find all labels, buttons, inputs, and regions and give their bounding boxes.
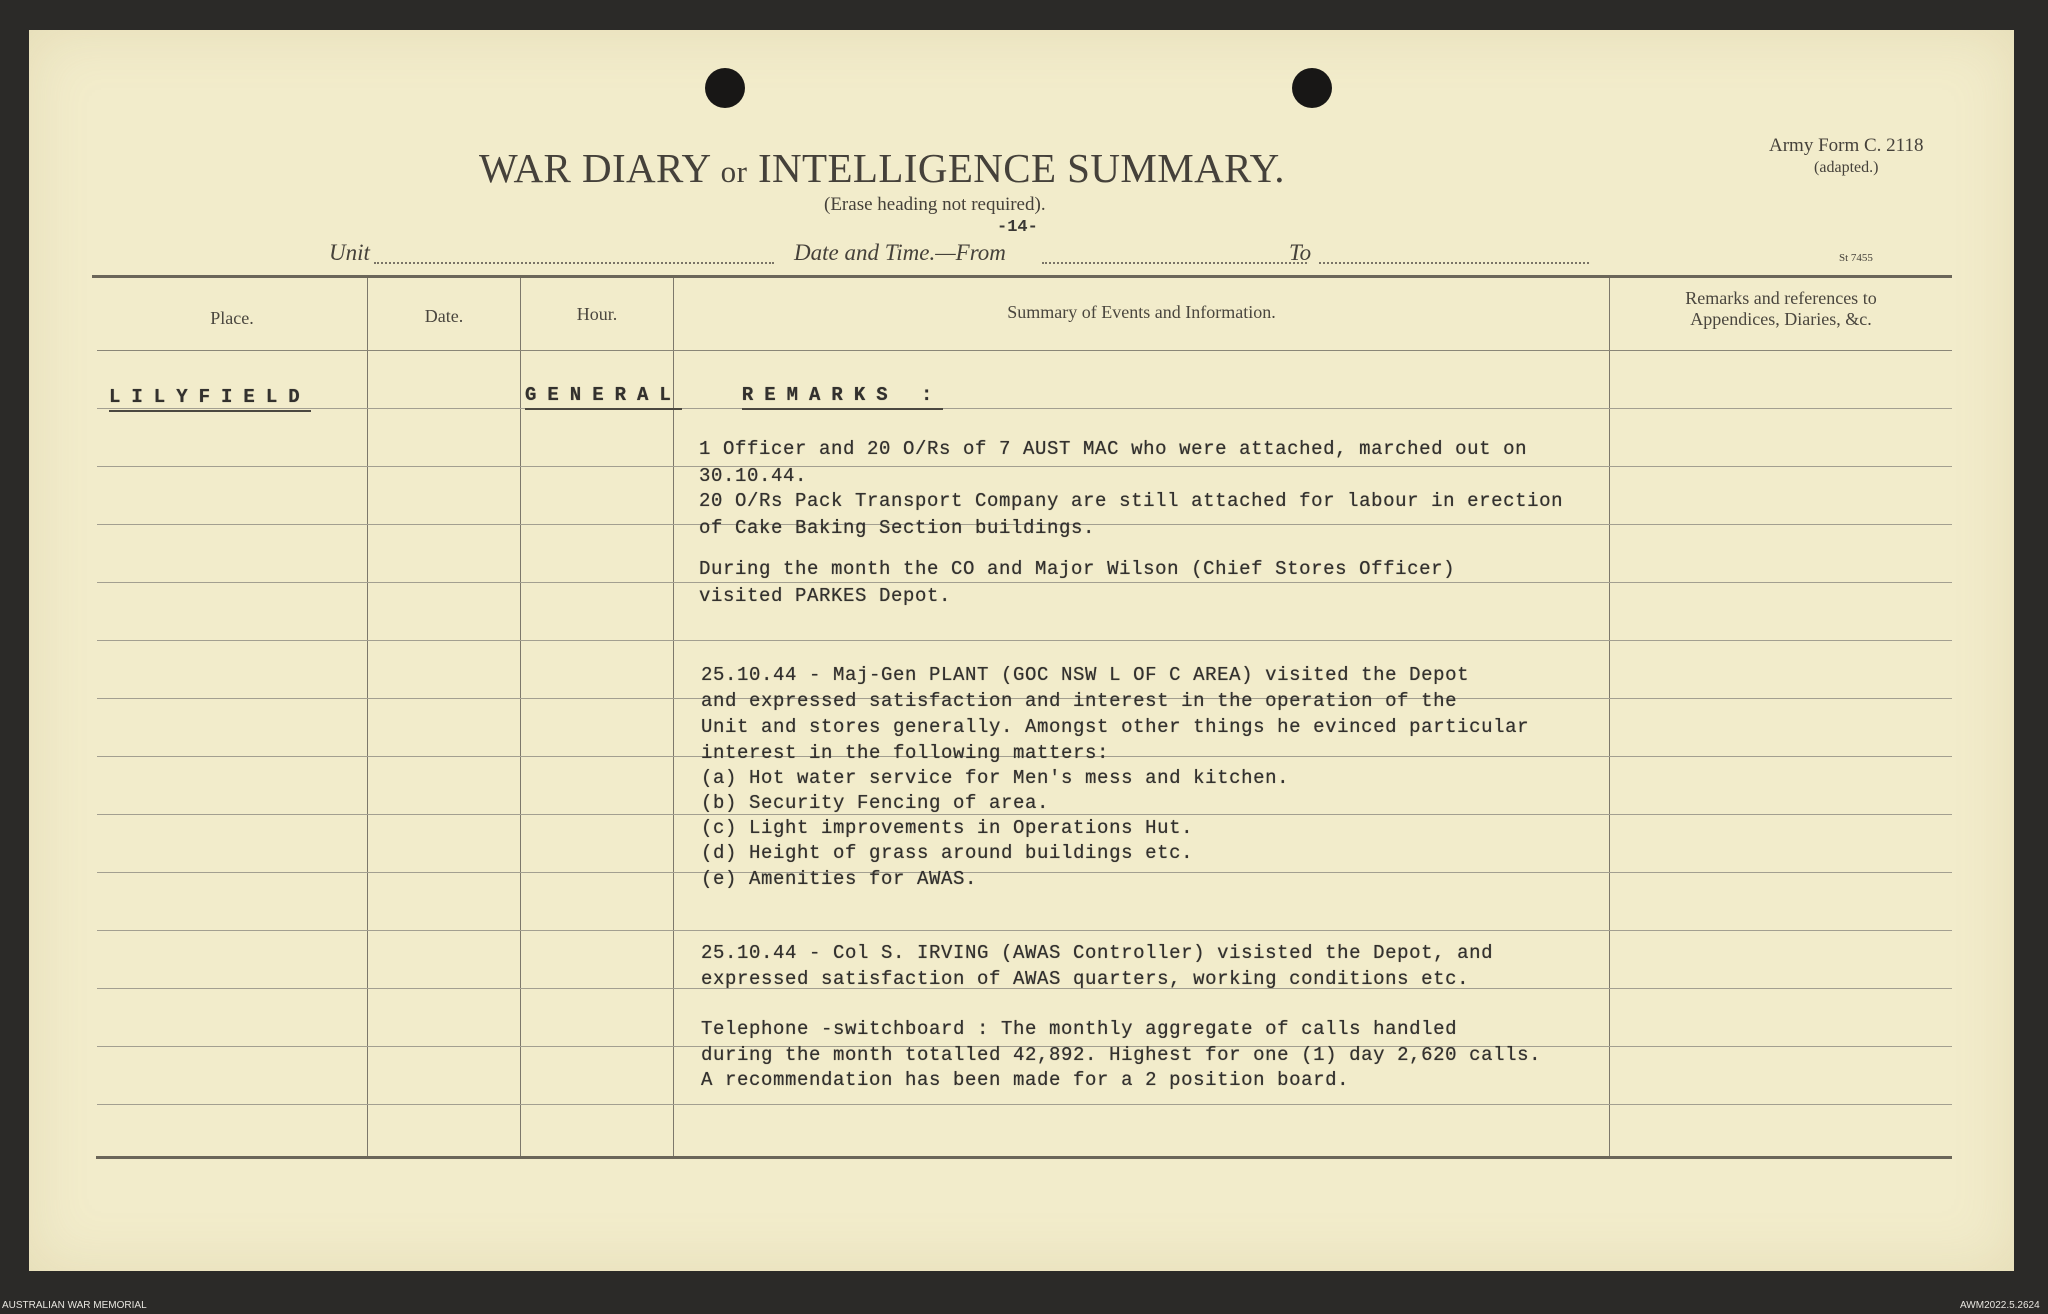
column-divider-date bbox=[520, 278, 521, 1156]
column-header-place: Place. bbox=[210, 308, 254, 328]
summary-item-b: (b) Security Fencing of area. bbox=[701, 792, 1050, 814]
title-war-diary: WAR DIARY bbox=[479, 145, 711, 191]
summary-line: visited PARKES Depot. bbox=[699, 585, 952, 607]
summary-line: Unit and stores generally. Amongst other things he evinced particular bbox=[701, 716, 1530, 738]
army-form-adapted: (adapted.) bbox=[1814, 159, 1879, 176]
army-form-number: Army Form C. 2118 bbox=[1769, 135, 1924, 156]
unit-label: Unit bbox=[329, 240, 370, 265]
date-to-field[interactable] bbox=[1319, 262, 1589, 264]
date-time-label: Date and Time.—From bbox=[794, 240, 1006, 265]
title-intelligence-summary: INTELLIGENCE SUMMARY. bbox=[757, 145, 1285, 191]
punch-hole-left bbox=[705, 68, 745, 108]
title-or: or bbox=[720, 154, 748, 189]
ruled-line bbox=[97, 408, 1952, 409]
ruled-line bbox=[97, 466, 1952, 467]
summary-item-e: (e) Amenities for AWAS. bbox=[701, 868, 978, 890]
general-remarks-heading bbox=[525, 384, 943, 406]
place-entry bbox=[109, 386, 311, 408]
summary-item-a: (a) Hot water service for Men's mess and kitchen. bbox=[701, 767, 1290, 789]
summary-line: 30.10.44. bbox=[699, 465, 808, 487]
form-title bbox=[479, 144, 1285, 192]
summary-line: Telephone -switchboard : The monthly aggregate of calls handled bbox=[701, 1018, 1458, 1040]
general-label: GENERAL bbox=[525, 384, 682, 410]
ruled-line bbox=[97, 640, 1952, 641]
form-print-number: St 7455 bbox=[1839, 252, 1873, 264]
ruled-line bbox=[97, 930, 1952, 931]
table-top-border bbox=[92, 275, 1952, 278]
table-bottom-border bbox=[96, 1156, 1952, 1159]
punch-hole-right bbox=[1292, 68, 1332, 108]
remarks-header-line-1: Remarks and references to bbox=[1685, 288, 1877, 308]
summary-line: 20 O/Rs Pack Transport Company are still attached for labour in erection bbox=[699, 490, 1564, 512]
summary-line: A recommendation has been made for a 2 position board. bbox=[701, 1069, 1350, 1091]
footer-credit: AUSTRALIAN WAR MEMORIAL bbox=[2, 1300, 147, 1311]
unit-field[interactable] bbox=[374, 262, 774, 264]
summary-item-d: (d) Height of grass around buildings etc. bbox=[701, 842, 1194, 864]
ruled-line bbox=[97, 872, 1952, 873]
to-label: To bbox=[1289, 240, 1312, 265]
summary-line: and expressed satisfaction and interest in the operation of the bbox=[701, 690, 1458, 712]
ruled-line bbox=[97, 582, 1952, 583]
column-header-hour: Hour. bbox=[576, 304, 618, 324]
remarks-label: REMARKS : bbox=[742, 384, 944, 410]
summary-line: During the month the CO and Major Wilson (Chief Stores Officer) bbox=[699, 558, 1456, 580]
remarks-header-line-2: Appendices, Diaries, &c. bbox=[1690, 309, 1872, 329]
form-subtitle: (Erase heading not required). bbox=[824, 194, 1046, 215]
army-form-label bbox=[1769, 135, 1923, 179]
column-header-remarks bbox=[1610, 288, 1952, 330]
summary-item-c: (c) Light improvements in Operations Hut. bbox=[701, 817, 1194, 839]
column-header-summary: Summary of Events and Information. bbox=[1007, 302, 1276, 322]
diary-page bbox=[29, 30, 2014, 1271]
summary-line: expressed satisfaction of AWAS quarters, working conditions etc. bbox=[701, 968, 1470, 990]
summary-line: 25.10.44 - Col S. IRVING (AWAS Controller) visisted the Depot, and bbox=[701, 942, 1494, 964]
summary-line: interest in the following matters: bbox=[701, 742, 1110, 764]
summary-line: of Cake Baking Section buildings. bbox=[699, 517, 1096, 539]
page-number: -14- bbox=[997, 218, 1038, 237]
summary-line: 1 Officer and 20 O/Rs of 7 AUST MAC who were attached, marched out on bbox=[699, 438, 1528, 460]
footer-accession-number: AWM2022.5.2624 bbox=[1960, 1300, 2040, 1311]
column-header-date: Date. bbox=[424, 306, 464, 326]
column-divider-place bbox=[367, 278, 368, 1156]
place-lilyfield: LILYFIELD bbox=[109, 386, 311, 412]
date-from-field[interactable] bbox=[1042, 262, 1307, 264]
ruled-line bbox=[97, 1104, 1952, 1105]
column-divider-summary bbox=[1609, 278, 1610, 1156]
summary-line: 25.10.44 - Maj-Gen PLANT (GOC NSW L OF C AREA) visited the Depot bbox=[701, 664, 1470, 686]
header-underline bbox=[97, 350, 1952, 351]
summary-line: during the month totalled 42,892. Highest for one (1) day 2,620 calls. bbox=[701, 1044, 1542, 1066]
ruled-line bbox=[97, 814, 1952, 815]
